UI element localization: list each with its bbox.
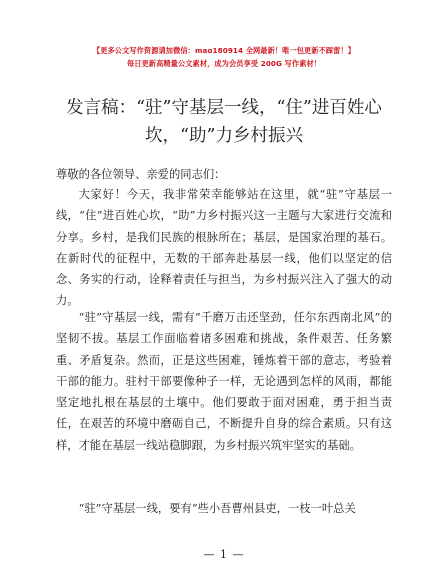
page-number: — 1 — — [203, 548, 245, 561]
promo-banner-line-1: 【更多公文写作资源请加微信：mao180914 全网最新！唯一包更新不踩雷！】 — [92, 46, 356, 55]
paragraph-1: 大家好！今天，我非常荣幸能够站在这里，就“驻”守基层一线，“住”进百姓心坎，“助”力乡村振兴这一主题与大家进行交流和分享。乡村，是我们民族的根脉所在；基层，是国家治理的基石。在新时代的征程中，无数的干部奔赴基层一线，他们以坚定的信念、务实的行动，诠释着责任与担当，为乡村振兴注入了强大的动力。 — [56, 188, 392, 308]
document-title: 发言稿：“驻”守基层一线，“住”进百姓心坎，“助”力乡村振兴 — [66, 98, 382, 146]
paragraph-3: “驻”守基层一线，要有“些小吾曹州县吏，一枝一叶总关 — [78, 502, 356, 515]
promo-banner-line-2: 每日更新高精量公文素材，成为会员享受 200G 写作素材！ — [126, 59, 322, 68]
salutation: 尊敬的各位领导、亲爱的同志们： — [56, 168, 226, 181]
paragraph-2: “驻”守基层一线，需有“千磨万击还坚劲，任尔东西南北风”的坚韧不拔。基层工作面临着诸多困难和挑战，条件艰苦、任务繁重、矛盾复杂。然而，正是这些困难，锤炼着干部的意志，考验着干部的能力。驻村干部要像种子一样，无论遇到怎样的风雨，都能坚定地扎根在基层的土壤中。他们要敢于面对困难，勇于担当责任，在艰苦的环境中磨砺自己，不断提升自身的综合素质。只有这样，才能在基层一线站稳脚跟，为乡村振兴筑牢坚实的基础。 — [56, 311, 392, 452]
